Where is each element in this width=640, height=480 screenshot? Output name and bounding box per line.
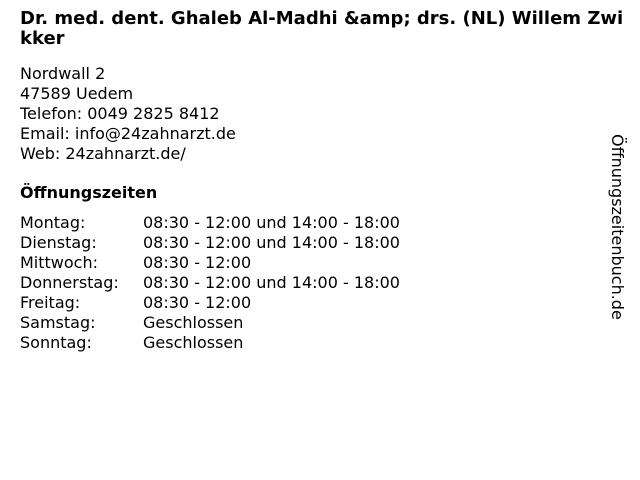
opening-hours-table [20,213,400,353]
day-label: Freitag: [20,293,81,312]
day-label: Montag: [20,213,86,232]
hours-value: 08:30 - 12:00 und 14:00 - 18:00 [143,233,400,252]
website: Web: 24zahnarzt.de/ [20,144,186,163]
brand-watermark: Öffnungszeitenbuch.de [608,134,627,320]
hours-row-wednesday [20,253,400,273]
hours-row-saturday [20,313,400,333]
hours-row-tuesday [20,233,400,253]
hours-value: 08:30 - 12:00 und 14:00 - 18:00 [143,213,400,232]
hours-value: 08:30 - 12:00 und 14:00 - 18:00 [143,273,400,292]
hours-value: 08:30 - 12:00 [143,253,252,272]
hours-row-friday [20,293,400,313]
hours-value: 08:30 - 12:00 [143,293,252,312]
day-label: Samstag: [20,313,96,332]
hours-value: Geschlossen [143,333,244,352]
business-name: Dr. med. dent. Ghaleb Al-Madhi &amp; drs. (NL) Willem Zwikker [20,8,624,49]
day-label: Sonntag: [20,333,92,352]
day-label: Donnerstag: [20,273,119,292]
hours-row-monday [20,213,400,233]
email-address: Email: info@24zahnarzt.de [20,124,236,143]
city-postal: 47589 Uedem [20,84,134,103]
hours-value: Geschlossen [143,313,244,332]
opening-hours-heading: Öffnungszeiten [20,183,158,202]
phone-number: Telefon: 0049 2825 8412 [20,104,220,123]
day-label: Mittwoch: [20,253,98,272]
hours-row-sunday [20,333,400,353]
street-address: Nordwall 2 [20,64,106,83]
day-label: Dienstag: [20,233,97,252]
address-block [20,64,236,164]
hours-row-thursday [20,273,400,293]
